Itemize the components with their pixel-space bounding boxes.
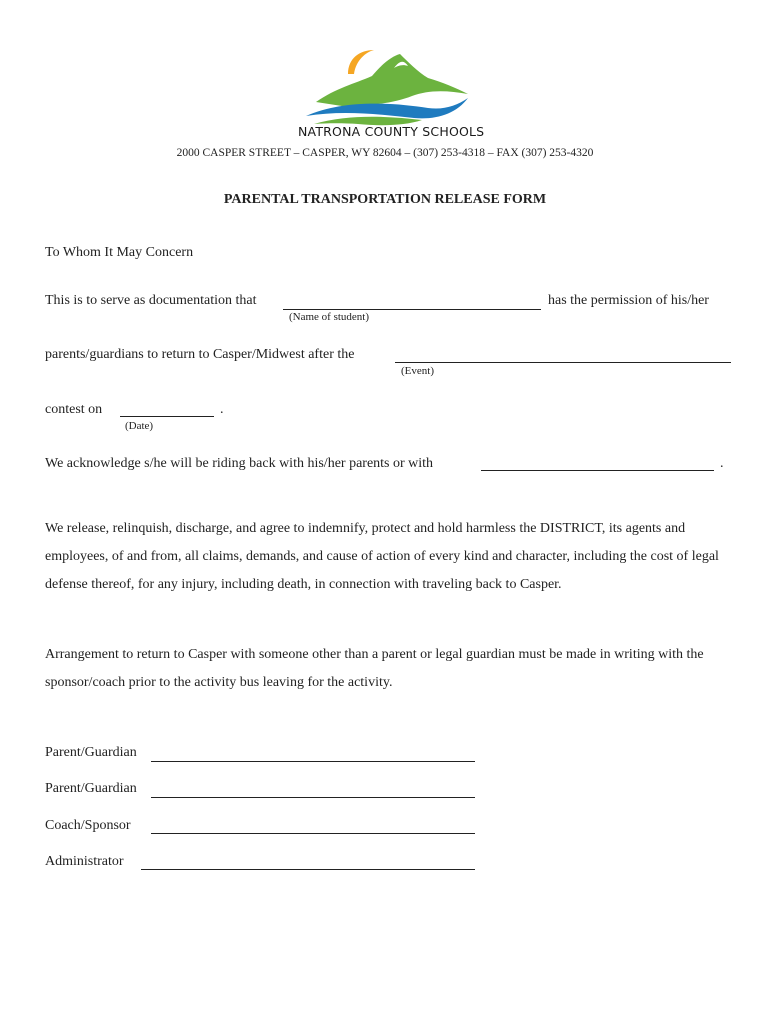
signature-line-parent-2[interactable] (151, 797, 475, 798)
signature-label-parent-2: Parent/Guardian (45, 781, 137, 796)
event-caption: (Event) (401, 365, 434, 377)
org-name: NATRONA COUNTY SCHOOLS (298, 124, 485, 139)
signature-line-parent-1[interactable] (151, 761, 475, 762)
mountain-sun-logo (296, 44, 476, 136)
salutation: To Whom It May Concern (45, 245, 194, 260)
signature-label-parent-1: Parent/Guardian (45, 745, 137, 760)
signature-line-administrator[interactable] (141, 869, 475, 870)
acknowledge-period: . (720, 456, 724, 471)
date-field[interactable] (120, 416, 214, 417)
date-caption: (Date) (125, 420, 154, 432)
release-paragraph: We release, relinquish, discharge, and agree to indemnify, protect and hold harmless the DISTRICT, its agents and employees, of and from, all claims, demands, and cause of action of every kind and character, including the cost of legal defense thereof, for any injury, including death, in connection with traveling back to Casper. (45, 521, 719, 592)
school-address: 2000 CASPER STREET – CASPER, WY 82604 – (307) 253-4318 – FAX (307) 253-4320 (176, 147, 594, 159)
permission-text: has the permission of his/her (548, 293, 709, 308)
event-field[interactable] (395, 362, 731, 363)
signature-label-administrator: Administrator (45, 854, 124, 869)
contest-period: . (220, 402, 224, 417)
acknowledge-text: We acknowledge s/he will be riding back with his/her parents or with (45, 456, 434, 471)
contest-text: contest on (45, 402, 103, 417)
riding-with-field[interactable] (481, 470, 714, 471)
arrangement-paragraph: Arrangement to return to Casper with someone other than a parent or legal guardian must be made in writing with the sponsor/coach prior to the activity bus leaving for the activity. (45, 647, 704, 690)
form-title: PARENTAL TRANSPORTATION RELEASE FORM (223, 192, 547, 207)
student-name-field[interactable] (283, 309, 541, 310)
signature-line-coach[interactable] (151, 833, 475, 834)
return-text: parents/guardians to return to Casper/Midwest after the (45, 347, 355, 362)
documentation-text: This is to serve as documentation that (45, 293, 257, 308)
student-name-caption: (Name of student) (289, 311, 370, 323)
signature-label-coach: Coach/Sponsor (45, 818, 131, 833)
